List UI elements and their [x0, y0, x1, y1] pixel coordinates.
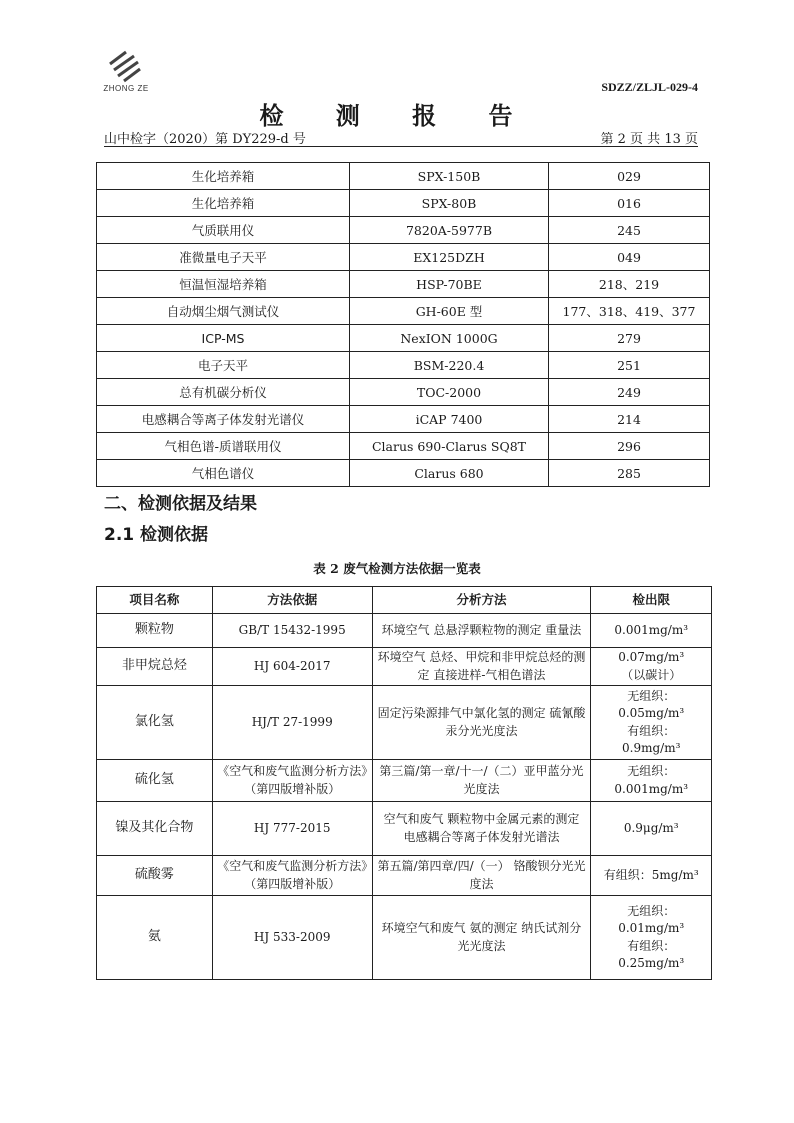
detection-limit [591, 686, 712, 760]
equipment-model: SPX-80B [350, 190, 549, 217]
analysis-method: 固定污染源排气中氯化氢的测定 硫氰酸汞分光光度法 [372, 686, 591, 760]
detection-limit [591, 614, 712, 648]
equipment-name: 电感耦合等离子体发射光谱仪 [97, 406, 350, 433]
column-header: 检出限 [591, 587, 712, 614]
item-name: 硫酸雾 [97, 856, 213, 896]
analysis-method: 环境空气 总悬浮颗粒物的测定 重量法 [372, 614, 591, 648]
equipment-number: 218、219 [549, 271, 710, 298]
detection-limit-line: 无组织： [627, 903, 676, 918]
detection-limit-line: 无组织： [627, 764, 676, 779]
detection-limit-line: 0.001mg/m³ [614, 622, 689, 637]
equipment-number: 249 [549, 379, 710, 406]
equipment-number: 016 [549, 190, 710, 217]
detection-limit-line: （以碳计） [621, 667, 682, 682]
table-header-row [97, 587, 712, 614]
method-basis: GB/T 15432-1995 [212, 614, 372, 648]
report-reference: 山中检字（2020）第 DY229-d 号 [104, 132, 306, 147]
equipment-model: SPX-150B [350, 163, 549, 190]
equipment-name: 生化培养箱 [97, 163, 350, 190]
table-row [97, 856, 712, 896]
method-basis: 《空气和废气监测分析方法》（第四版增补版） [212, 856, 372, 896]
detection-limit [591, 856, 712, 896]
reference-line [104, 128, 698, 147]
table-row [97, 686, 712, 760]
table-row [97, 379, 710, 406]
table-row [97, 614, 712, 648]
table-row [97, 244, 710, 271]
equipment-model: 7820A-5977B [350, 217, 549, 244]
detection-limit-line: 有组织：5mg/m³ [603, 867, 699, 882]
equipment-model: Clarus 680 [350, 460, 549, 487]
equipment-number: 251 [549, 352, 710, 379]
equipment-number: 245 [549, 217, 710, 244]
table-row [97, 406, 710, 433]
document-code: SDZZ/ZLJL-029-4 [601, 80, 698, 94]
methods-table [96, 586, 712, 980]
analysis-method: 空气和废气 颗粒物中金属元素的测定 电感耦合等离子体发射光谱法 [372, 802, 591, 856]
detection-limit [591, 802, 712, 856]
equipment-number: 177、318、419、377 [549, 298, 710, 325]
item-name: 镍及其化合物 [97, 802, 213, 856]
analysis-method: 第三篇/第一章/十一/（二）亚甲蓝分光光度法 [372, 760, 591, 802]
detection-limit-line: 0.9mg/m³ [622, 740, 681, 755]
table-row [97, 352, 710, 379]
equipment-model: TOC-2000 [350, 379, 549, 406]
equipment-name: 电子天平 [97, 352, 350, 379]
equipment-number: 214 [549, 406, 710, 433]
method-basis: HJ/T 27-1999 [212, 686, 372, 760]
equipment-model: NexION 1000G [350, 325, 549, 352]
detection-limit [591, 648, 712, 686]
table-row [97, 802, 712, 856]
table-row [97, 325, 710, 352]
analysis-method: 环境空气和废气 氨的测定 纳氏试剂分光光度法 [372, 896, 591, 980]
table-row [97, 190, 710, 217]
table-row [97, 760, 712, 802]
detection-limit-line: 0.07mg/m³ [618, 650, 685, 665]
equipment-model: HSP-70BE [350, 271, 549, 298]
analysis-method: 环境空气 总烃、甲烷和非甲烷总烃的测定 直接进样-气相色谱法 [372, 648, 591, 686]
equipment-number: 285 [549, 460, 710, 487]
method-basis: HJ 533-2009 [212, 896, 372, 980]
method-basis: HJ 604-2017 [212, 648, 372, 686]
logo-text: ZHONG ZE [103, 84, 149, 93]
detection-limit-line: 无组织： [627, 688, 676, 703]
equipment-model: iCAP 7400 [350, 406, 549, 433]
equipment-name: 恒温恒湿培养箱 [97, 271, 350, 298]
table-row [97, 896, 712, 980]
equipment-number: 296 [549, 433, 710, 460]
equipment-name: ICP-MS [97, 325, 350, 352]
equipment-name: 生化培养箱 [97, 190, 350, 217]
detection-limit-line: 有组织： [627, 938, 676, 953]
equipment-model: EX125DZH [350, 244, 549, 271]
item-name: 硫化氢 [97, 760, 213, 802]
equipment-name: 气质联用仪 [97, 217, 350, 244]
item-name: 颗粒物 [97, 614, 213, 648]
column-header: 项目名称 [97, 587, 213, 614]
item-name: 非甲烷总烃 [97, 648, 213, 686]
table-row [97, 648, 712, 686]
zhongze-logo-icon [96, 50, 156, 84]
page-number: 第 2 页 共 13 页 [600, 132, 698, 147]
equipment-model: Clarus 690-Clarus SQ8T [350, 433, 549, 460]
equipment-name: 总有机碳分析仪 [97, 379, 350, 406]
equipment-name: 自动烟尘烟气测试仪 [97, 298, 350, 325]
detection-limit-line: 有组织： [627, 723, 676, 738]
equipment-name: 气相色谱-质谱联用仪 [97, 433, 350, 460]
table-row [97, 217, 710, 244]
column-header: 分析方法 [372, 587, 591, 614]
table-row [97, 271, 710, 298]
subsection-heading: 2.1 检测依据 [104, 525, 209, 545]
analysis-method: 第五篇/第四章/四/（一） 铬酸钡分光光度法 [372, 856, 591, 896]
table-row [97, 163, 710, 190]
item-name: 氨 [97, 896, 213, 980]
page-title: 检 测 报 告 [259, 101, 535, 130]
method-basis: 《空气和废气监测分析方法》（第四版增补版） [212, 760, 372, 802]
equipment-model: BSM-220.4 [350, 352, 549, 379]
detection-limit [591, 760, 712, 802]
detection-limit-line: 0.001mg/m³ [614, 781, 689, 796]
equipment-number: 279 [549, 325, 710, 352]
method-basis: HJ 777-2015 [212, 802, 372, 856]
equipment-name: 准微量电子天平 [97, 244, 350, 271]
detection-limit [591, 896, 712, 980]
equipment-number: 049 [549, 244, 710, 271]
table-caption: 表 2 废气检测方法依据一览表 [313, 561, 481, 576]
table-row [97, 298, 710, 325]
equipment-model: GH-60E 型 [350, 298, 549, 325]
column-header: 方法依据 [212, 587, 372, 614]
equipment-number: 029 [549, 163, 710, 190]
section-heading: 二、检测依据及结果 [104, 494, 257, 514]
detection-limit-line: 0.01mg/m³ [618, 921, 685, 936]
item-name: 氯化氢 [97, 686, 213, 760]
equipment-table [96, 162, 710, 487]
table-row [97, 433, 710, 460]
company-logo [96, 50, 156, 96]
table-row [97, 460, 710, 487]
detection-limit-line: 0.25mg/m³ [618, 955, 685, 970]
detection-limit-line: 0.05mg/m³ [618, 706, 685, 721]
equipment-name: 气相色谱仪 [97, 460, 350, 487]
detection-limit-line: 0.9μg/m³ [623, 820, 679, 835]
